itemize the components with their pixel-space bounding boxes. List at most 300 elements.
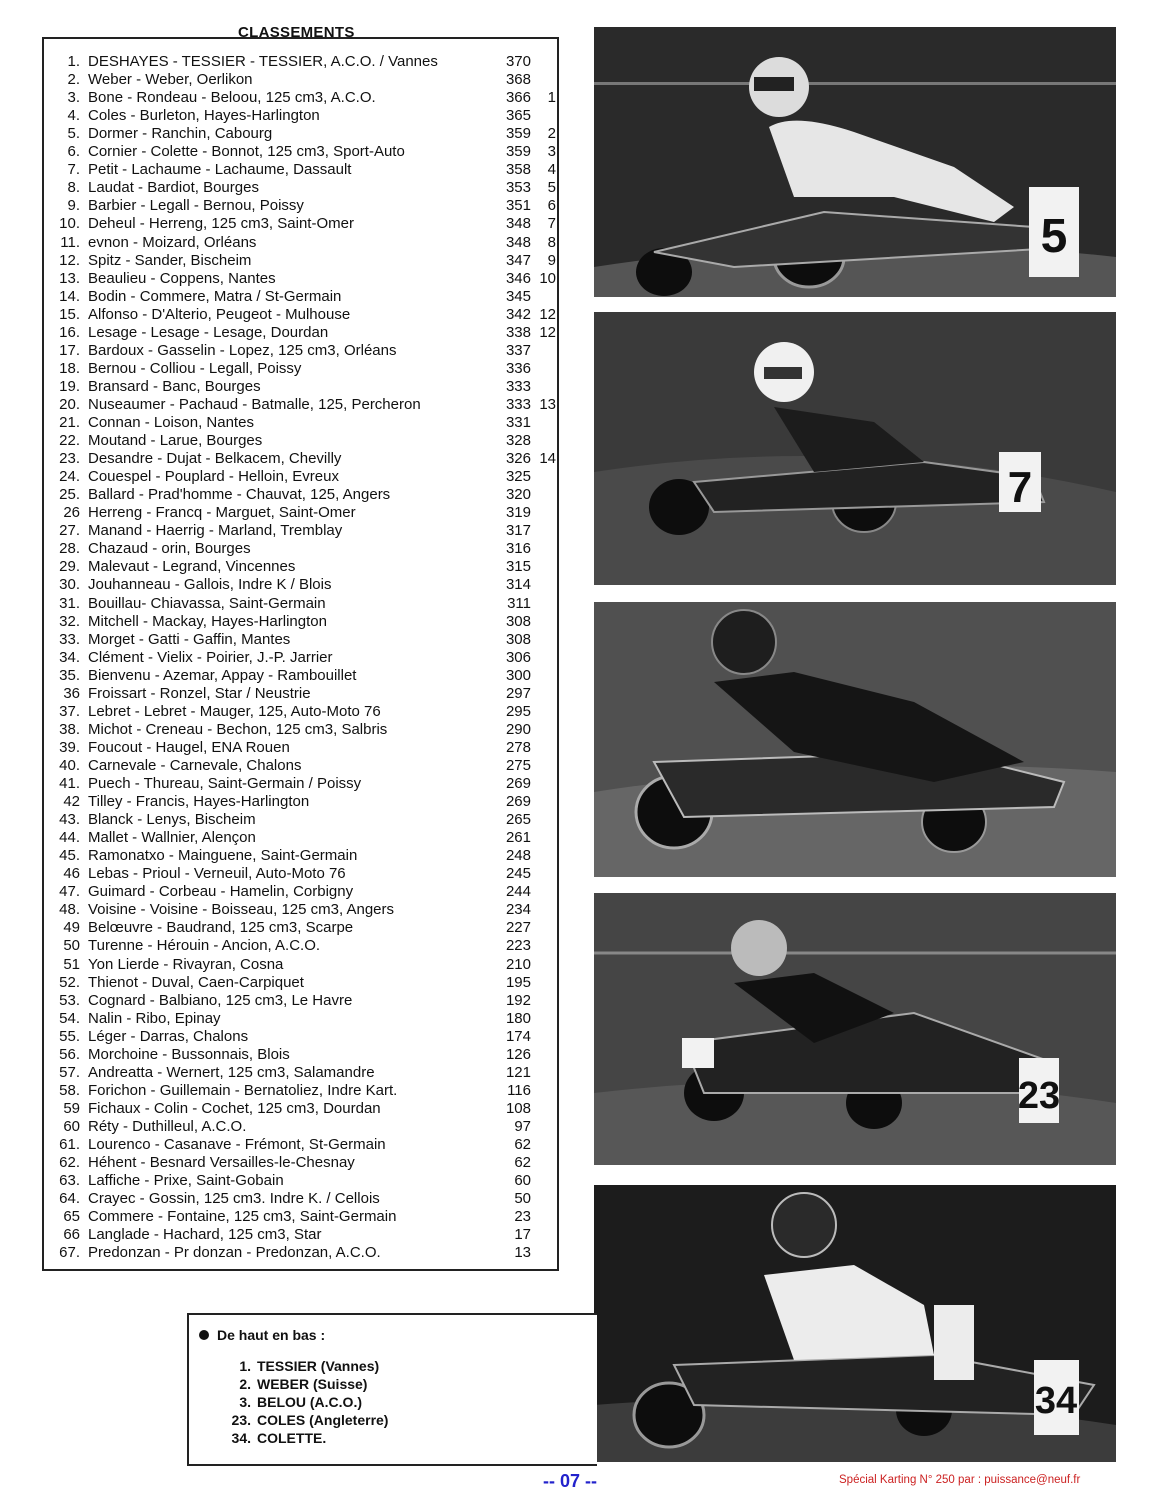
ranking-name: Predonzan - Pr donzan - Predonzan, A.C.O.: [88, 1244, 381, 1262]
ranking-row: [44, 288, 557, 306]
ranking-points: 314: [505, 576, 531, 594]
ranking-row: [44, 1226, 557, 1244]
ranking-row: [44, 811, 557, 829]
ranking-row: [44, 540, 557, 558]
ranking-name: Guimard - Corbeau - Hamelin, Corbigny: [88, 883, 354, 901]
ranking-points: 227: [505, 919, 531, 937]
ranking-row: [44, 919, 557, 937]
ranking-row: [44, 1244, 557, 1262]
ranking-name: Laffiche - Prixe, Saint-Gobain: [88, 1172, 284, 1190]
ranking-rank: 53.: [59, 991, 80, 1009]
ranking-row: [44, 649, 557, 667]
ranking-name: Réty - Duthilleul, A.C.O.: [88, 1117, 247, 1135]
ranking-position: 10: [539, 269, 556, 287]
ranking-points: 359: [505, 143, 531, 161]
ranking-rank: 64.: [59, 1190, 80, 1208]
ranking-points: 328: [505, 432, 531, 450]
ranking-points: 348: [505, 215, 531, 233]
ranking-row: [44, 595, 557, 613]
ranking-name: Laudat - Bardiot, Bourges: [88, 179, 259, 197]
ranking-rank: 57.: [59, 1063, 80, 1081]
ranking-row: [44, 396, 557, 414]
ranking-rank: 24.: [59, 468, 80, 486]
caption-line-text: COLES (Angleterre): [257, 1412, 389, 1428]
ranking-points: 320: [505, 486, 531, 504]
ranking-row: [44, 793, 557, 811]
ranking-points: 306: [505, 648, 531, 666]
ranking-row: [44, 486, 557, 504]
ranking-rank: 41.: [59, 775, 80, 792]
ranking-row: [44, 667, 557, 685]
ranking-row: [44, 865, 557, 883]
ranking-row: [44, 992, 557, 1010]
ranking-rank: 31.: [59, 594, 80, 612]
ranking-points: 338: [505, 323, 531, 341]
ranking-points: 345: [505, 287, 531, 305]
ranking-name: DESHAYES - TESSIER - TESSIER, A.C.O. / Vannes: [88, 53, 438, 70]
ranking-row: [44, 1154, 557, 1172]
ranking-name: Bone - Rondeau - Beloou, 125 cm3, A.C.O.: [88, 89, 376, 107]
ranking-position: 13: [539, 395, 556, 413]
ranking-rank: 42: [63, 793, 80, 811]
ranking-points: 195: [505, 973, 531, 991]
ranking-points: 316: [505, 540, 531, 558]
ranking-name: Héhent - Besnard Versailles-le-Chesnay: [88, 1154, 355, 1172]
page-title: CLASSEMENTS: [238, 24, 355, 41]
ranking-name: Froissart - Ronzel, Star / Neustrie: [88, 684, 311, 702]
ranking-points: 234: [505, 901, 531, 919]
ranking-name: Fichaux - Colin - Cochet, 125 cm3, Dourdan: [88, 1099, 381, 1117]
ranking-name: Malevaut - Legrand, Vincennes: [88, 558, 296, 576]
ranking-row: [44, 901, 557, 919]
caption-line: [223, 1358, 379, 1374]
ranking-rank: 20.: [59, 395, 80, 413]
ranking-rank: 37.: [59, 702, 80, 720]
ranking-name: Weber - Weber, Oerlikon: [88, 71, 253, 89]
caption-line-number: 2.: [239, 1376, 251, 1392]
ranking-name: Langlade - Hachard, 125 cm3, Star: [88, 1226, 322, 1244]
ranking-row: [44, 53, 557, 71]
ranking-row: [44, 215, 557, 233]
ranking-name: Lebret - Lebret - Mauger, 125, Auto-Moto 76: [88, 702, 381, 720]
ranking-row: [44, 1100, 557, 1118]
ranking-row: [44, 956, 557, 974]
ranking-rank: 22.: [59, 432, 80, 450]
ranking-row: [44, 1082, 557, 1100]
ranking-rank: 59: [63, 1099, 80, 1117]
ranking-points: 245: [505, 865, 531, 883]
ranking-row: [44, 468, 557, 486]
ranking-rank: 10.: [59, 215, 80, 233]
ranking-rank: 39.: [59, 738, 80, 756]
ranking-points: 269: [505, 793, 531, 811]
caption-line-number: 34.: [231, 1430, 251, 1446]
ranking-name: Commere - Fontaine, 125 cm3, Saint-Germain: [88, 1208, 397, 1226]
ranking-points: 23: [514, 1208, 531, 1226]
ranking-row: [44, 703, 557, 721]
ranking-points: 300: [505, 666, 531, 684]
ranking-name: Puech - Thureau, Saint-Germain / Poissy: [88, 775, 362, 792]
ranking-name: Bienvenu - Azemar, Appay - Rambouillet: [88, 666, 357, 684]
ranking-rank: 15.: [59, 305, 80, 323]
ranking-row: [44, 107, 557, 125]
ranking-name: Moutand - Larue, Bourges: [88, 432, 263, 450]
ranking-points: 333: [505, 377, 531, 395]
ranking-points: 326: [505, 450, 531, 468]
caption-heading-text: De haut en bas :: [217, 1327, 326, 1343]
ranking-points: 180: [505, 1009, 531, 1027]
ranking-name: Léger - Darras, Chalons: [88, 1027, 249, 1045]
ranking-points: 337: [505, 341, 531, 359]
ranking-name: Foucout - Haugel, ENA Rouen: [88, 738, 290, 756]
caption-line: [223, 1394, 362, 1410]
ranking-rank: 29.: [59, 558, 80, 576]
ranking-name: Clément - Vielix - Poirier, J.-P. Jarrier: [88, 648, 333, 666]
ranking-points: 353: [505, 179, 531, 197]
ranking-position: 1: [547, 89, 556, 107]
ranking-rank: 16.: [59, 323, 80, 341]
ranking-name: Lourenco - Casanave - Frémont, St-Germain: [88, 1136, 386, 1153]
ranking-points: 50: [514, 1190, 531, 1208]
ranking-rank: 19.: [59, 377, 80, 395]
ranking-name: Chazaud - orin, Bourges: [88, 540, 251, 558]
ranking-points: 346: [505, 269, 531, 287]
ranking-row: [44, 324, 557, 342]
ranking-points: 333: [505, 395, 531, 413]
ranking-name: Lesage - Lesage - Lesage, Dourdan: [88, 323, 329, 341]
ranking-rank: 3.: [67, 89, 80, 107]
ranking-rank: 43.: [59, 811, 80, 829]
ranking-rank: 54.: [59, 1009, 80, 1027]
ranking-name: Desandre - Dujat - Belkacem, Chevilly: [88, 450, 342, 468]
ranking-name: Andreatta - Wernert, 125 cm3, Salamandre: [88, 1063, 375, 1081]
caption-line-number: 1.: [239, 1358, 251, 1374]
ranking-row: [44, 270, 557, 288]
ranking-name: Connan - Loison, Nantes: [88, 414, 254, 431]
ranking-rank: 40.: [59, 756, 80, 774]
ranking-name: Crayec - Gossin, 125 cm3. Indre K. / Cellois: [88, 1190, 380, 1208]
ranking-name: Bransard - Banc, Bourges: [88, 377, 261, 395]
ranking-points: 62: [514, 1136, 531, 1153]
ranking-row: [44, 1064, 557, 1082]
ranking-name: Bardoux - Gasselin - Lopez, 125 cm3, Orléans: [88, 341, 397, 359]
ranking-name: Barbier - Legall - Bernou, Poissy: [88, 197, 304, 215]
ranking-name: Nuseaumer - Pachaud - Batmalle, 125, Percheron: [88, 395, 421, 413]
ranking-row: [44, 631, 557, 649]
ranking-name: Petit - Lachaume - Lachaume, Dassault: [88, 161, 352, 179]
ranking-row: [44, 378, 557, 396]
ranking-points: 342: [505, 305, 531, 323]
ranking-rank: 67.: [59, 1244, 80, 1262]
ranking-row: [44, 197, 557, 215]
ranking-points: 108: [505, 1099, 531, 1117]
ranking-points: 308: [505, 612, 531, 630]
kart-photo-4: [594, 893, 1116, 1165]
ranking-rank: 12.: [59, 251, 80, 269]
ranking-points: 366: [505, 89, 531, 107]
ranking-position: 4: [547, 161, 556, 179]
ranking-row: [44, 1010, 557, 1028]
ranking-points: 319: [505, 504, 531, 522]
ranking-name: Ballard - Prad'homme - Chauvat, 125, Angers: [88, 486, 391, 504]
ranking-name: Cognard - Balbiano, 125 cm3, Le Havre: [88, 991, 353, 1009]
ranking-position: 8: [547, 233, 556, 251]
ranking-rank: 17.: [59, 341, 80, 359]
ranking-points: 278: [505, 738, 531, 756]
ranking-rank: 2.: [67, 71, 80, 89]
ranking-name: Jouhanneau - Gallois, Indre K / Blois: [88, 576, 332, 594]
ranking-name: Yon Lierde - Rivayran, Cosna: [88, 955, 284, 973]
ranking-rank: 61.: [59, 1136, 80, 1153]
kart-photo-5: [594, 1185, 1116, 1462]
ranking-name: Dormer - Ranchin, Cabourg: [88, 125, 273, 143]
ranking-row: [44, 1028, 557, 1046]
ranking-rank: 51: [63, 955, 80, 973]
ranking-rank: 63.: [59, 1172, 80, 1190]
ranking-rank: 23.: [59, 450, 80, 468]
ranking-name: Tilley - Francis, Hayes-Harlington: [88, 793, 310, 811]
ranking-row: [44, 360, 557, 378]
ranking-rank: 26: [63, 504, 80, 522]
caption-line-text: TESSIER (Vannes): [257, 1358, 380, 1374]
ranking-row: [44, 937, 557, 955]
ranking-rank: 52.: [59, 973, 80, 991]
ranking-row: [44, 143, 557, 161]
ranking-rank: 30.: [59, 576, 80, 594]
ranking-rank: 25.: [59, 486, 80, 504]
ranking-points: 331: [505, 414, 531, 431]
ranking-row: [44, 613, 557, 631]
ranking-rank: 44.: [59, 829, 80, 847]
ranking-name: Thienot - Duval, Caen-Carpiquet: [88, 973, 304, 991]
ranking-rank: 58.: [59, 1081, 80, 1099]
ranking-rank: 55.: [59, 1027, 80, 1045]
ranking-row: [44, 685, 557, 703]
ranking-name: Mitchell - Mackay, Hayes-Harlington: [88, 612, 327, 630]
ranking-name: Beaulieu - Coppens, Nantes: [88, 269, 276, 287]
ranking-points: 121: [505, 1063, 531, 1081]
ranking-rank: 66: [63, 1226, 80, 1244]
ranking-position: 6: [547, 197, 556, 215]
ranking-rank: 65: [63, 1208, 80, 1226]
ranking-name: Belœuvre - Baudrand, 125 cm3, Scarpe: [88, 919, 354, 937]
ranking-name: Couespel - Pouplard - Helloin, Evreux: [88, 468, 339, 486]
ranking-points: 295: [505, 702, 531, 720]
ranking-row: [44, 179, 557, 197]
caption-line-text: COLETTE.: [257, 1430, 327, 1446]
ranking-rank: 5.: [67, 125, 80, 143]
ranking-row: [44, 234, 557, 252]
ranking-row: [44, 504, 557, 522]
ranking-points: 290: [505, 720, 531, 738]
ranking-rank: 50: [63, 937, 80, 955]
ranking-row: [44, 306, 557, 324]
ranking-points: 13: [514, 1244, 531, 1262]
ranking-points: 126: [505, 1045, 531, 1063]
results-table: [42, 37, 559, 1271]
ranking-name: Cornier - Colette - Bonnot, 125 cm3, Sport-Auto: [88, 143, 405, 161]
kart-number-5: 34: [1034, 1380, 1078, 1422]
ranking-position: 2: [547, 125, 556, 143]
ranking-rank: 47.: [59, 883, 80, 901]
ranking-points: 244: [505, 883, 531, 901]
footer-credit: Spécial Karting N° 250 par : puissance@neuf.fr: [839, 1474, 1081, 1486]
ranking-rank: 32.: [59, 612, 80, 630]
ranking-rank: 4.: [67, 107, 80, 125]
ranking-name: Voisine - Voisine - Boisseau, 125 cm3, Angers: [88, 901, 395, 919]
ranking-name: Lebas - Prioul - Verneuil, Auto-Moto 76: [88, 865, 346, 883]
ranking-rank: 27.: [59, 522, 80, 540]
ranking-row: [44, 342, 557, 360]
ranking-points: 275: [505, 756, 531, 774]
ranking-row: [44, 414, 557, 432]
ranking-rank: 6.: [67, 143, 80, 161]
ranking-position: 14: [539, 450, 556, 468]
ranking-rank: 45.: [59, 847, 80, 865]
ranking-row: [44, 829, 557, 847]
kart-photo-1: [594, 27, 1116, 297]
ranking-rank: 18.: [59, 359, 80, 377]
ranking-name: Nalin - Ribo, Epinay: [88, 1009, 221, 1027]
ranking-points: 347: [505, 251, 531, 269]
ranking-points: 358: [505, 161, 531, 179]
ranking-row: [44, 1190, 557, 1208]
ranking-position: 3: [547, 143, 556, 161]
ranking-points: 336: [505, 359, 531, 377]
ranking-points: 248: [505, 847, 531, 865]
kart-number-2: 7: [1007, 463, 1033, 512]
ranking-points: 269: [505, 775, 531, 792]
ranking-position: 7: [547, 215, 556, 233]
ranking-name: Morchoine - Bussonnais, Blois: [88, 1045, 290, 1063]
ranking-points: 60: [514, 1172, 531, 1190]
caption-line: [223, 1376, 367, 1392]
ranking-name: Spitz - Sander, Bischeim: [88, 251, 252, 269]
ranking-row: [44, 883, 557, 901]
ranking-position: 9: [547, 251, 556, 269]
ranking-points: 210: [505, 955, 531, 973]
ranking-points: 348: [505, 233, 531, 251]
ranking-points: 223: [505, 937, 531, 955]
ranking-points: 368: [505, 71, 531, 89]
ranking-name: Michot - Creneau - Bechon, 125 cm3, Salbris: [88, 720, 388, 738]
ranking-row: [44, 847, 557, 865]
ranking-points: 351: [505, 197, 531, 215]
ranking-name: Bernou - Colliou - Legall, Poissy: [88, 359, 302, 377]
ranking-points: 325: [505, 468, 531, 486]
ranking-name: Alfonso - D'Alterio, Peugeot - Mulhouse: [88, 305, 351, 323]
ranking-points: 116: [507, 1081, 531, 1099]
caption-line-number: 3.: [239, 1394, 251, 1410]
ranking-points: 62: [514, 1154, 531, 1172]
ranking-row: [44, 1172, 557, 1190]
ranking-name: Herreng - Francq - Marguet, Saint-Omer: [88, 504, 356, 522]
ranking-row: [44, 432, 557, 450]
ranking-row: [44, 721, 557, 739]
photo-caption: [187, 1313, 597, 1466]
ranking-rank: 38.: [59, 720, 80, 738]
kart-photo-3: [594, 602, 1116, 877]
ranking-name: Coles - Burleton, Hayes-Harlington: [88, 107, 320, 125]
page-number: -- 07 --: [543, 1471, 597, 1491]
ranking-rank: 62.: [59, 1154, 80, 1172]
ranking-row: [44, 974, 557, 992]
ranking-name: Carnevale - Carnevale, Chalons: [88, 756, 302, 774]
caption-line-text: BELOU (A.C.O.): [257, 1394, 362, 1410]
ranking-name: evnon - Moizard, Orléans: [88, 233, 257, 251]
ranking-name: Blanck - Lenys, Bischeim: [88, 811, 256, 829]
ranking-rank: 9.: [67, 197, 80, 215]
ranking-rank: 7.: [67, 161, 80, 179]
ranking-row: [44, 1046, 557, 1064]
ranking-points: 265: [505, 811, 531, 829]
ranking-name: Morget - Gatti - Gaffin, Mantes: [88, 630, 291, 648]
ranking-rank: 13.: [59, 269, 80, 287]
ranking-rank: 14.: [59, 287, 80, 305]
ranking-position: 5: [547, 179, 556, 197]
ranking-position: 12: [539, 305, 556, 323]
kart-photo-2: [594, 312, 1116, 585]
ranking-points: 370: [505, 53, 531, 70]
ranking-row: [44, 1118, 557, 1136]
ranking-row: [44, 1136, 557, 1154]
ranking-rank: 1.: [67, 53, 80, 70]
ranking-name: Manand - Haerrig - Marland, Tremblay: [88, 522, 343, 540]
ranking-points: 308: [505, 630, 531, 648]
ranking-rank: 33.: [59, 630, 80, 648]
ranking-rank: 11.: [60, 233, 80, 251]
ranking-points: 261: [505, 829, 531, 847]
ranking-rank: 35.: [59, 666, 80, 684]
ranking-points: 297: [505, 684, 531, 702]
ranking-row: [44, 1208, 557, 1226]
ranking-rank: 28.: [59, 540, 80, 558]
ranking-points: 311: [507, 594, 531, 612]
caption-line-text: WEBER (Suisse): [257, 1376, 368, 1392]
ranking-row: [44, 125, 557, 143]
ranking-rank: 34.: [59, 648, 80, 666]
caption-heading: [199, 1327, 325, 1343]
ranking-rank: 48.: [59, 901, 80, 919]
ranking-rank: 36: [63, 684, 80, 702]
ranking-row: [44, 522, 557, 540]
ranking-rank: 56.: [59, 1045, 80, 1063]
ranking-row: [44, 775, 557, 793]
ranking-row: [44, 89, 557, 107]
ranking-rank: 46: [63, 865, 80, 883]
caption-line: [223, 1430, 326, 1446]
ranking-name: Turenne - Hérouin - Ancion, A.C.O.: [88, 937, 321, 955]
ranking-name: Bodin - Commere, Matra / St-Germain: [88, 287, 342, 305]
ranking-row: [44, 739, 557, 757]
ranking-row: [44, 757, 557, 775]
ranking-rank: 21.: [59, 414, 80, 431]
caption-line-number: 23.: [231, 1412, 251, 1428]
ranking-points: 317: [505, 522, 531, 540]
ranking-name: Forichon - Guillemain - Bernatoliez, Indre Kart.: [88, 1081, 398, 1099]
ranking-row: [44, 576, 557, 594]
ranking-name: Mallet - Wallnier, Alençon: [88, 829, 256, 847]
ranking-row: [44, 161, 557, 179]
ranking-points: 365: [505, 107, 531, 125]
ranking-rank: 8.: [67, 179, 80, 197]
kart-number-1: 5: [1040, 210, 1068, 263]
ranking-position: 12: [539, 323, 556, 341]
ranking-points: 97: [514, 1117, 531, 1135]
ranking-row: [44, 252, 557, 270]
kart-number-4: 23: [1017, 1075, 1061, 1117]
ranking-name: Bouillau- Chiavassa, Saint-Germain: [88, 594, 326, 612]
